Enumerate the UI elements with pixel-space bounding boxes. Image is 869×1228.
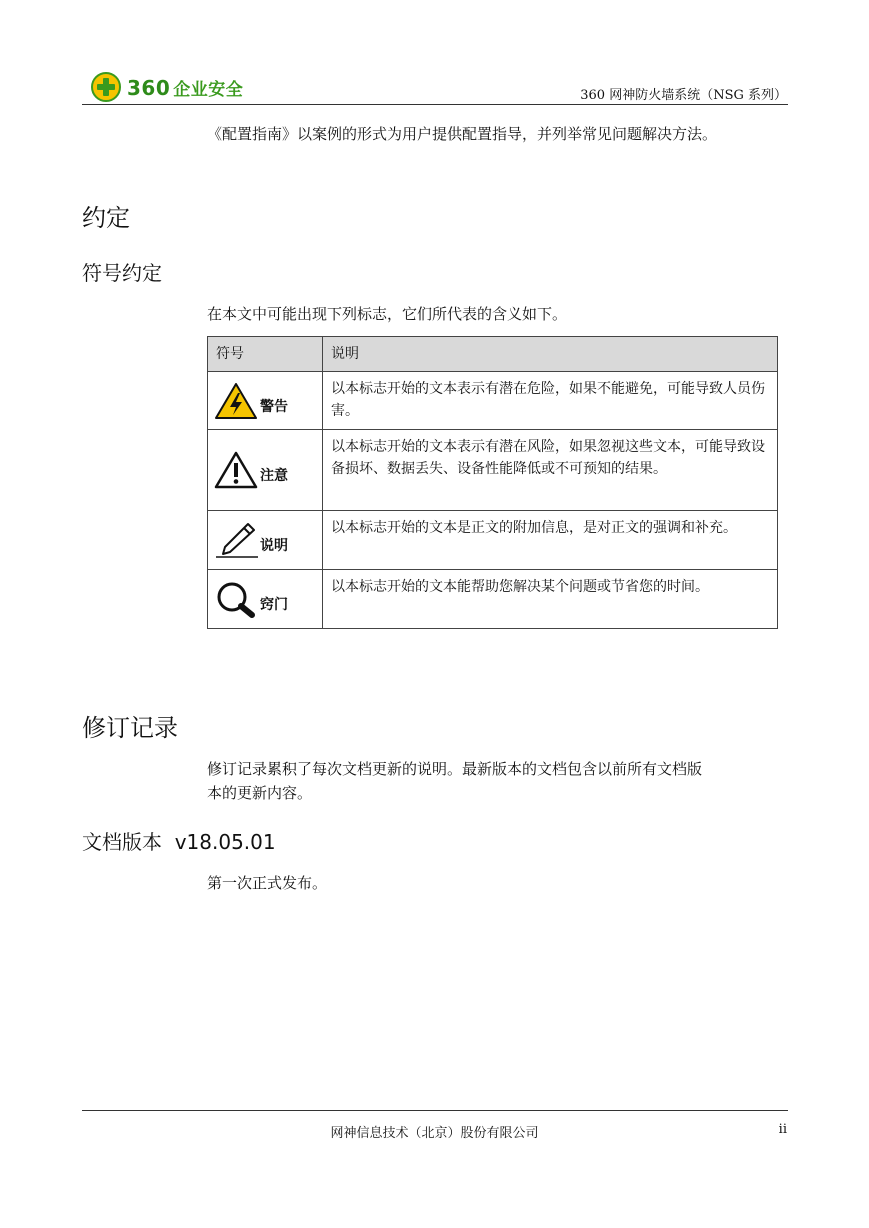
intro-paragraph: 《配置指南》以案例的形式为用户提供配置指导，并列举常见问题解决方法。 — [207, 125, 718, 143]
logo-text: 360 企业安全 — [127, 75, 244, 100]
version-paragraph: 第一次正式发布。 — [207, 874, 328, 892]
symbol-description: 以本标志开始的文本表示有潜在风险，如果忽视这些文本，可能导致设备损坏、数据丢失、设备性能降低或不可预知的结果。 — [323, 430, 778, 511]
symbol-label: 说明 — [260, 538, 288, 554]
table-header-symbol: 符号 — [208, 337, 323, 372]
footer-company: 网神信息技术（北京）股份有限公司 — [330, 1126, 539, 1141]
revision-paragraph — [207, 757, 797, 805]
symbol-label: 警告 — [260, 398, 288, 415]
caution-exclamation-icon — [214, 451, 258, 489]
revision-line-2: 本的更新内容。 — [207, 784, 313, 802]
footer-rule — [82, 1110, 788, 1111]
table-row — [208, 430, 778, 511]
symbol-label: 窍门 — [260, 597, 288, 613]
symbol-convention-table — [207, 336, 778, 629]
symbol-description: 以本标志开始的文本能帮助您解决某个问题或节省您的时间。 — [323, 570, 778, 629]
table-row — [208, 511, 778, 570]
header-rule — [82, 104, 788, 105]
header-doc-title: 360 网神防火墙系统（NSG 系列） — [580, 88, 787, 103]
symbol-intro-paragraph: 在本文中可能出现下列标志，它们所代表的含义如下。 — [207, 305, 568, 323]
table-row — [208, 372, 778, 430]
tip-magnifier-icon — [214, 580, 258, 618]
table-header-row — [208, 337, 778, 372]
logo-plus-icon — [91, 72, 121, 102]
revision-line-1: 修订记录累积了每次文档更新的说明。最新版本的文档包含以前所有文档版 — [207, 760, 703, 778]
page-number: ii — [778, 1122, 787, 1137]
section-title-version: 文档版本 v18.05.01 — [82, 830, 276, 854]
table-header-description: 说明 — [323, 337, 778, 372]
table-row — [208, 570, 778, 629]
symbol-description: 以本标志开始的文本表示有潜在危险，如果不能避免，可能导致人员伤害。 — [323, 372, 778, 430]
company-logo — [91, 70, 243, 104]
note-pencil-icon — [214, 521, 258, 559]
section-title-revision: 修订记录 — [82, 714, 178, 742]
symbol-description: 以本标志开始的文本是正文的附加信息，是对正文的强调和补充。 — [323, 511, 778, 570]
symbol-label: 注意 — [260, 468, 288, 484]
danger-lightning-icon — [214, 382, 258, 420]
section-title-symbols: 符号约定 — [82, 261, 162, 285]
section-title-conventions: 约定 — [82, 204, 130, 232]
